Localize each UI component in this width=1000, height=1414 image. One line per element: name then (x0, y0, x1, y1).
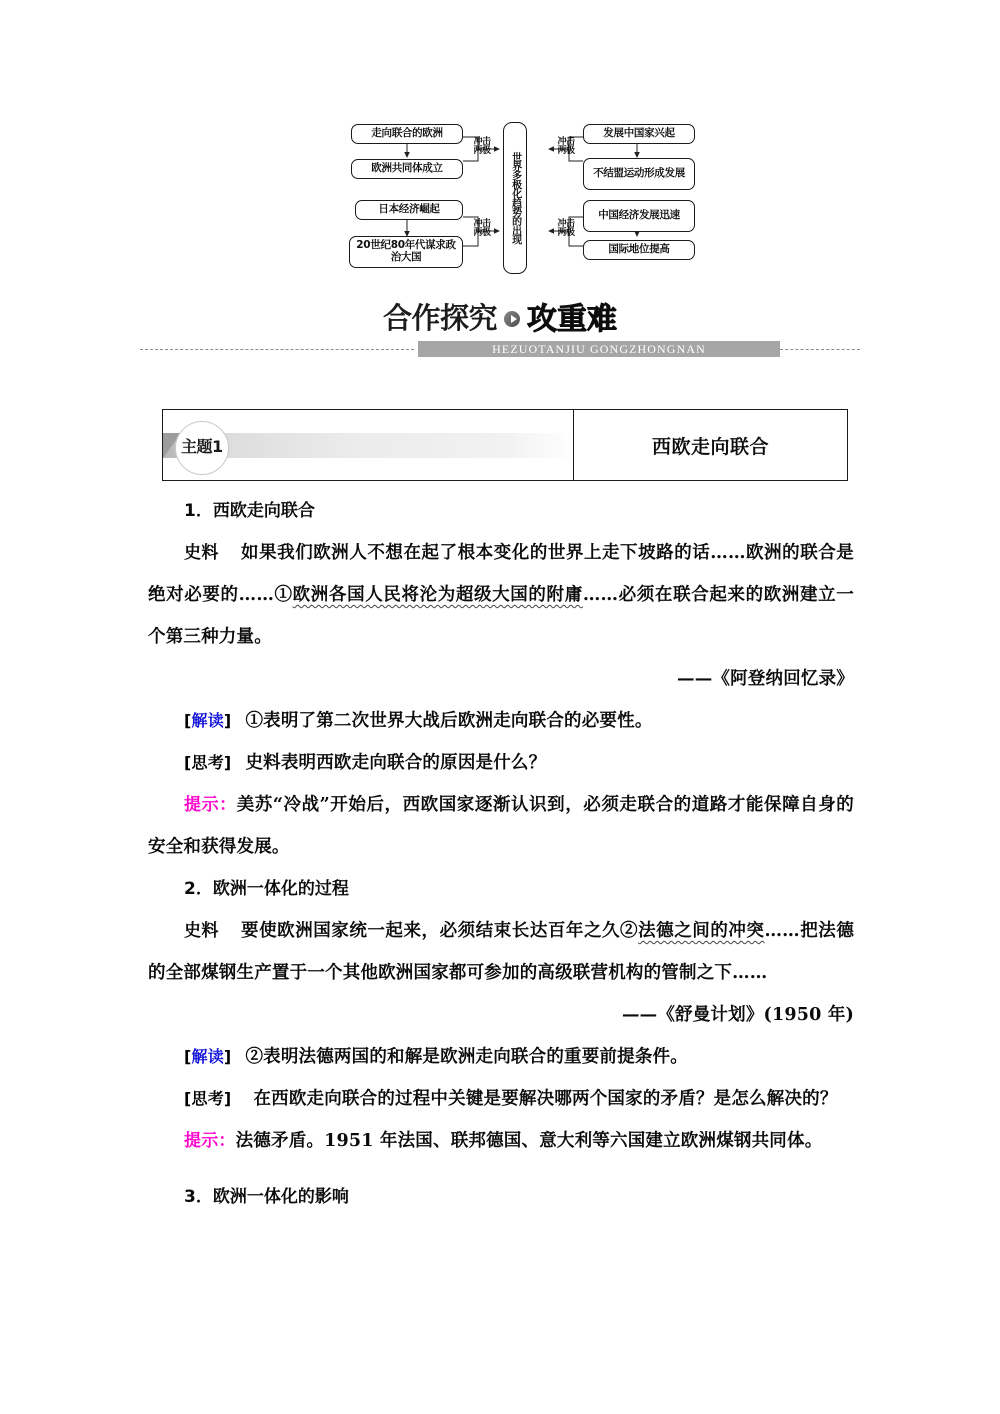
diagram-node-right-4: 国际地位提高 (583, 240, 695, 260)
tishi-label-2: 提示： (184, 1131, 236, 1151)
shiliao-2-text-a: 要使欧洲国家统一起来，必须结束长达百年之久② (240, 921, 639, 941)
jiedu-2-text: ②表明法德两国的和解是欧洲走向联合的重要前提条件。 (245, 1047, 688, 1067)
jiedu-1-text: ①表明了第二次世界大战后欧洲走向联合的必要性。 (245, 711, 653, 731)
shiliao-paragraph-1 (148, 532, 854, 658)
tishi-2-text: 法德矛盾。1951 年法国、联邦德国、意大利等六国建立欧洲煤钢共同体。 (235, 1131, 823, 1151)
diagram-node-left-1: 走向联合的欧洲 (351, 124, 463, 144)
jiedu-bracket-open-1: [ (184, 711, 192, 730)
tishi-paragraph-2 (148, 1120, 854, 1162)
sikao-1-text: 史料表明西欧走向联合的原因是什么？ (245, 753, 547, 773)
jiedu-paragraph-2 (148, 1036, 854, 1078)
tishi-label-1: 提示： (184, 795, 237, 815)
diagram-node-right-3: 中国经济发展迅速 (583, 200, 695, 232)
jiedu-label-text-2: 解读 (191, 1047, 224, 1066)
heading-2: 2．欧洲一体化的过程 (184, 879, 349, 899)
section-header-pinyin: HEZUOTANJIU GONGZHONGNAN (418, 341, 780, 357)
sikao-label-2: [思考] (184, 1089, 232, 1108)
play-arrow-icon (504, 311, 520, 327)
section-title-part2: 攻重难 (527, 302, 617, 337)
jiedu-bracket-open-2: [ (184, 1047, 192, 1066)
section-header-rule (140, 341, 860, 357)
source-2: ——《舒曼计划》(1950 年) (621, 1005, 854, 1025)
diagram-node-left-2: 欧洲共同体成立 (351, 159, 463, 179)
theme-box (162, 409, 848, 481)
section-title-part1: 合作探究 (382, 300, 497, 335)
shiliao-label-1: 史料 (184, 543, 219, 563)
diagram-node-left-3: 日本经济崛起 (355, 200, 463, 220)
shiliao-1-text-a: 如果我们欧洲人不想在起了根本变化的世界上走下坡路的话……欧洲的联合是绝对必要的……① (148, 543, 854, 605)
diagram-connector-label-3: 冲击两极 (557, 137, 575, 157)
diagram-connector-label-4: 冲击两极 (557, 219, 575, 239)
sikao-paragraph-2 (148, 1078, 854, 1120)
theme-label: 主题1 (181, 437, 223, 456)
tishi-1-text: 美苏“冷战”开始后，西欧国家逐渐认识到，必须走联合的道路才能保障自身的安全和获得发展。 (148, 795, 854, 857)
shiliao-2-underlined: 法德之间的冲突 (638, 921, 765, 941)
diagram-connector-label-2: 冲击两极 (473, 219, 491, 239)
diagram-node-left-4: 20世纪80年代谋求政治大国 (349, 236, 463, 268)
multipolarization-diagram (345, 118, 705, 283)
source-1: ——《阿登纳回忆录》 (677, 669, 854, 689)
section-header (140, 296, 860, 358)
heading-3: 3．欧洲一体化的影响 (184, 1187, 349, 1207)
diagram-node-right-2: 不结盟运动形成发展 (583, 158, 695, 190)
sikao-2-text: 在西欧走向联合的过程中关键是要解决哪两个国家的矛盾？是怎么解决的？ (253, 1089, 838, 1109)
shiliao-2-text-b: ……把法德的全部煤钢生产置于一个其他欧洲国家都可参加的高级联营机构的管制之下…… (148, 921, 855, 983)
shiliao-label-2: 史料 (184, 921, 219, 941)
jiedu-paragraph-1 (148, 700, 854, 742)
tishi-paragraph-1 (148, 784, 854, 868)
theme-box-left (163, 410, 574, 480)
jiedu-label-2 (184, 1047, 231, 1066)
heading-1: 1．西欧走向联合 (184, 501, 315, 521)
sikao-paragraph-1 (148, 742, 854, 784)
page-content (148, 490, 854, 1218)
sikao-label-1: [思考] (184, 753, 232, 772)
jiedu-label-text-1: 解读 (191, 711, 224, 730)
jiedu-label-1 (184, 711, 231, 730)
diagram-node-center: 世界多极化趋势的出现 (503, 122, 527, 274)
divider-dashed-right (780, 349, 860, 350)
section-header-title (140, 296, 860, 336)
theme-title: 西欧走向联合 (651, 435, 769, 458)
shiliao-paragraph-2 (148, 910, 854, 994)
jiedu-bracket-close-1: ] (223, 711, 232, 730)
shiliao-1-underlined: 欧洲各国人民将沦为超级大国的附庸 (292, 585, 583, 605)
diagram-node-right-1: 发展中国家兴起 (583, 124, 695, 144)
diagram-connector-label-1: 冲击两极 (473, 137, 491, 157)
divider-dashed-left (140, 349, 414, 350)
shiliao-1-text-b: ……必须在联合起来的欧洲建立一个第三种力量。 (148, 585, 854, 647)
jiedu-bracket-close-2: ] (223, 1047, 232, 1066)
